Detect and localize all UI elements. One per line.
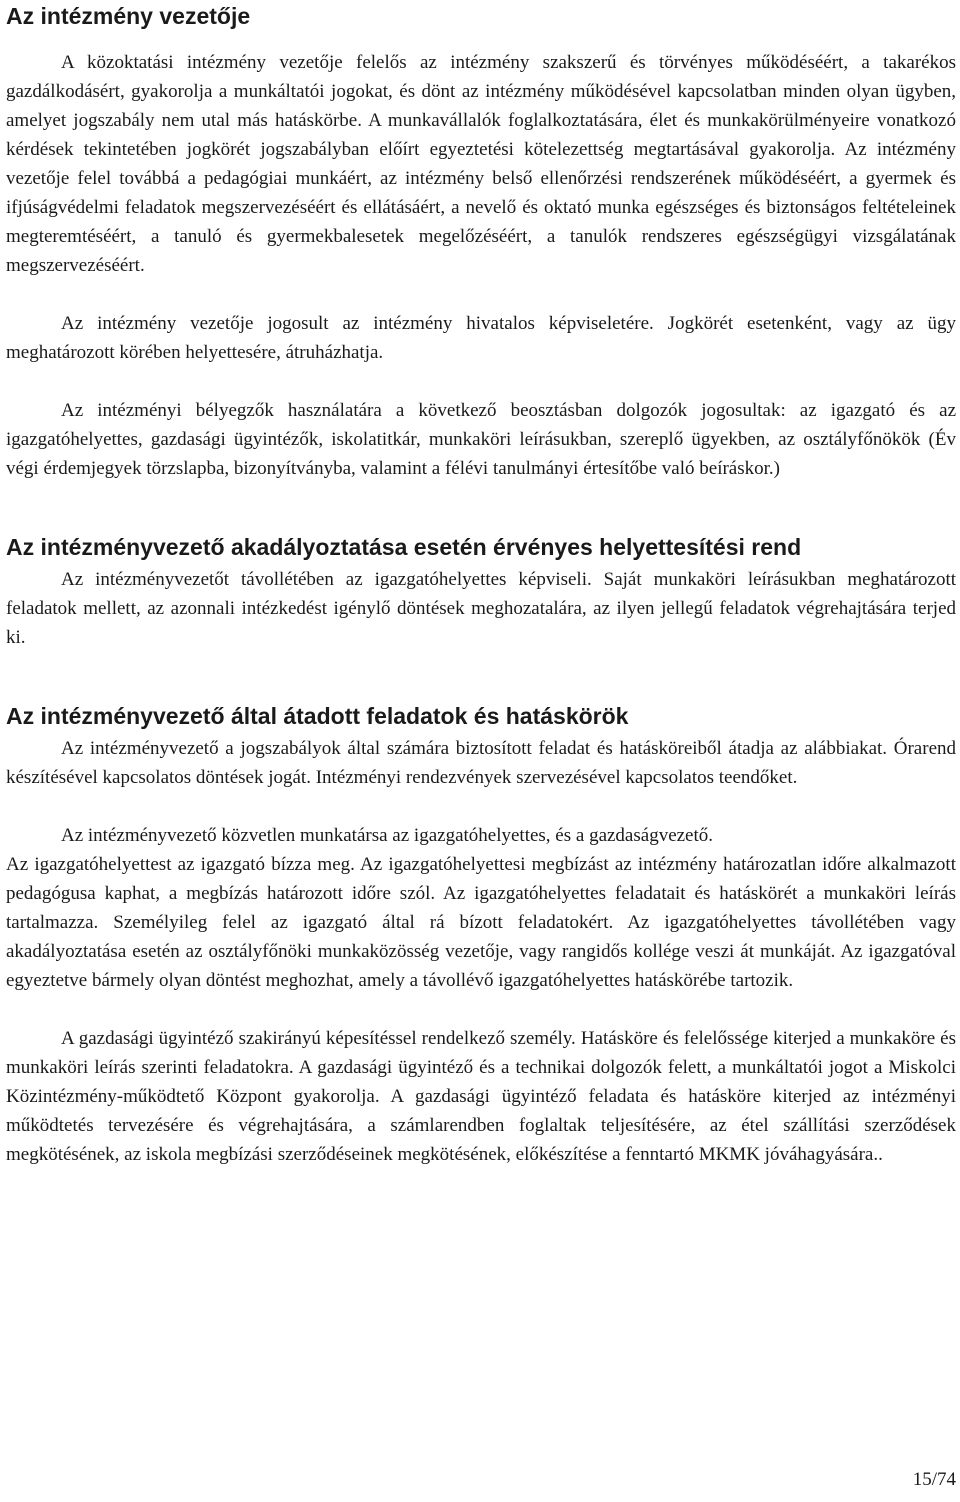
paragraph: Az intézményvezető a jogszabályok által számára biztosított feladat és hatásköreiből átadja az alábbiakat. Órarend készítésével kapcsolatos döntések jogát. Intézményi rendezvények szervezésével kapcsolatos teendőket. bbox=[6, 738, 956, 788]
section-heading: Az intézményvezető akadályoztatása esetén érvényes helyettesítési rend bbox=[6, 534, 802, 560]
paragraph: Az intézmény vezetője jogosult az intézmény hivatalos képviseletére. Jogkörét esetenként, vagy az ügy meghatározott körében helyettesére, átruházhatja. bbox=[6, 313, 956, 363]
paragraph: Az intézményvezető közvetlen munkatársa az igazgatóhelyettes, és a gazdaságvezető. bbox=[61, 825, 714, 846]
paragraph: Az igazgatóhelyettest az igazgató bízza meg. Az igazgatóhelyettesi megbízást az intézmény határozatlan időre alkalmazott pedagógusa kaphat, a megbízás határozott időre szól. Az igazgatóhelyettes feladatait és hatáskörét a munkaköri leírás tartalmazza. Személyileg felel az igazgató által rá bízott feladatokért. Az igazgatóhelyettes távollétében vagy akadályoztatása esetén az osztályfőnöki munkaközösség vezetője, vagy rangidős kollége veszi át munkáját. Az igazgatóval egyeztetve bármely olyan döntést meghozhat, amely a távollévő igazgatóhelyettes hatáskörébe tartozik. bbox=[6, 854, 956, 991]
paragraph: Az intézményvezetőt távollétében az igazgatóhelyettes képviseli. Saját munkaköri leírásukban meghatározott feladatok mellett, az azonnali intézkedést igénylő döntések meghozatalára, az ilyen jellegű feladatok végrehajtására terjed ki. bbox=[6, 569, 956, 648]
paragraph: A gazdasági ügyintéző szakirányú képesítéssel rendelkező személy. Hatásköre és felelőssége kiterjed a munkaköre és munkaköri leírás szerinti feladatokra. A gazdasági ügyintéző és a technikai dolgozók felett, a munkáltatói jogot a Miskolci Közintézmény-működtető Központ gyakorolja. A gazdasági ügyintéző feladata és hatásköre kiterjed az intézményi működtetés tervezésére és végrehajtására, a számlarendben foglaltak teljesítésére, az étel szállítási szerződések megkötésének, az iskola megbízási szerződéseinek megkötésének, előkészítése a fenntartó MKMK jóváhagyására.. bbox=[6, 1028, 956, 1165]
page-number: 15/74 bbox=[912, 1469, 956, 1490]
section-heading: Az intézményvezető által átadott feladatok és hatáskörök bbox=[6, 703, 629, 729]
page-title: Az intézmény vezetője bbox=[6, 3, 251, 29]
paragraph: Az intézményi bélyegzők használatára a következő beosztásban dolgozók jogosultak: az igazgató és az igazgatóhelyettes, gazdasági ügyintézők, iskolatitkár, munkaköri leírásukban, szereplő ügyekben, az osztályfőnökök (Év végi érdemjegyek törzslapba, bizonyítványba, valamint a félévi tanulmányi értesítőbe való beíráskor.) bbox=[6, 400, 956, 479]
document-page bbox=[6, 0, 956, 1169]
paragraph: A közoktatási intézmény vezetője felelős az intézmény szakszerű és törvényes működéséért, a takarékos gazdálkodásért, gyakorolja a munkáltatói jogokat, és dönt az intézmény működésével kapcsolatban minden olyan ügyben, amelyet jogszabály nem utal más hatáskörbe. A munkavállalók foglalkoztatására, élet és munkakörülményeire vonatkozó kérdések tekintetében jogkörét jogszabályban előírt egyeztetési kötelezettség megtartásával gyakorolja. Az intézmény vezetője felel továbbá a pedagógiai munkáért, az intézmény belső ellenőrzési rendszerének működéséért, a gyermek és ifjúságvédelmi feladatok megszervezéséért és ellátásáért, a nevelő és oktató munka egészséges és biztonságos feltételeinek megteremtéséért, a tanuló és gyermekbalesetek megelőzéséért, a tanulók rendszeres egészségügyi vizsgálatának megszervezéséért. bbox=[6, 52, 956, 276]
